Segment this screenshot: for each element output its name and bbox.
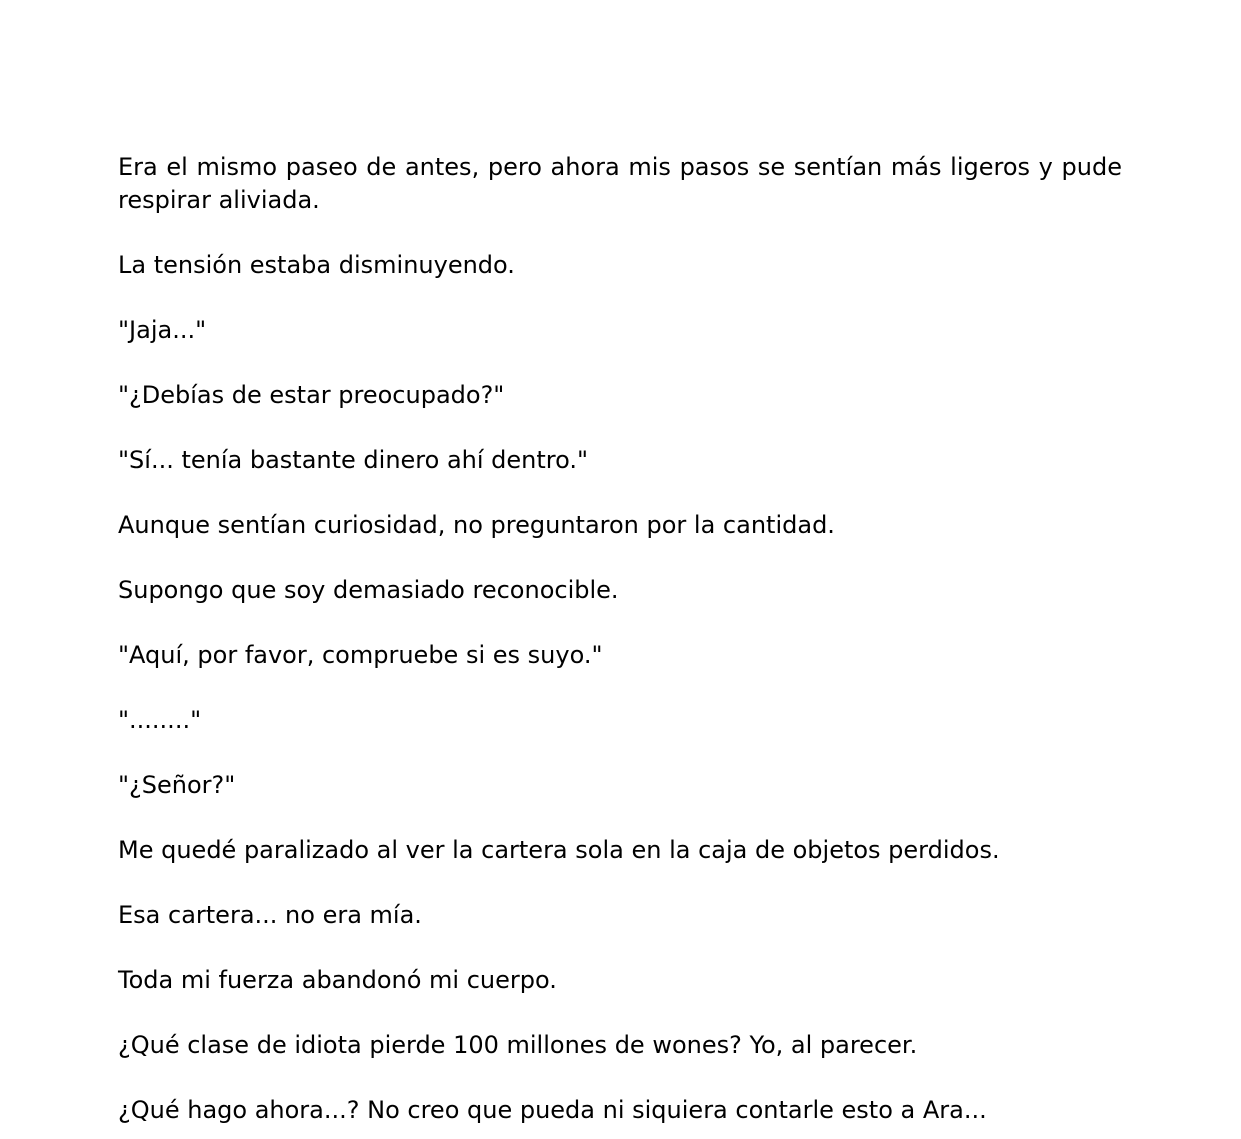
paragraph-2: La tensión estaba disminuyendo.	[118, 251, 515, 279]
paragraph-4: "¿Debías de estar preocupado?"	[118, 381, 505, 409]
paragraph-5: "Sí... tenía bastante dinero ahí dentro."	[118, 446, 589, 474]
paragraph-13: Toda mi fuerza abandonó mi cuerpo.	[118, 966, 557, 994]
paragraph-10: "¿Señor?"	[118, 771, 236, 799]
paragraph-6: Aunque sentían curiosidad, no preguntaron por la cantidad.	[118, 511, 835, 539]
paragraph-8: "Aquí, por favor, compruebe si es suyo."	[118, 641, 603, 669]
paragraph-3: "Jaja..."	[118, 316, 207, 344]
paragraph-12: Esa cartera... no era mía.	[118, 901, 422, 929]
paragraph-7: Supongo que soy demasiado reconocible.	[118, 576, 619, 604]
paragraph-11: Me quedé paralizado al ver la cartera sola en la caja de objetos perdidos.	[118, 836, 1000, 864]
paragraph-9: "........"	[118, 706, 202, 734]
paragraph-15: ¿Qué hago ahora...? No creo que pueda ni siquiera contarle esto a Ara...	[118, 1096, 987, 1124]
paragraph-14: ¿Qué clase de idiota pierde 100 millones de wones? Yo, al parecer.	[118, 1031, 918, 1059]
paragraph-1: Era el mismo paseo de antes, pero ahora mis pasos se sentían más ligeros y pude respirar aliviada.	[118, 153, 1122, 214]
document-page	[118, 151, 1122, 1127]
